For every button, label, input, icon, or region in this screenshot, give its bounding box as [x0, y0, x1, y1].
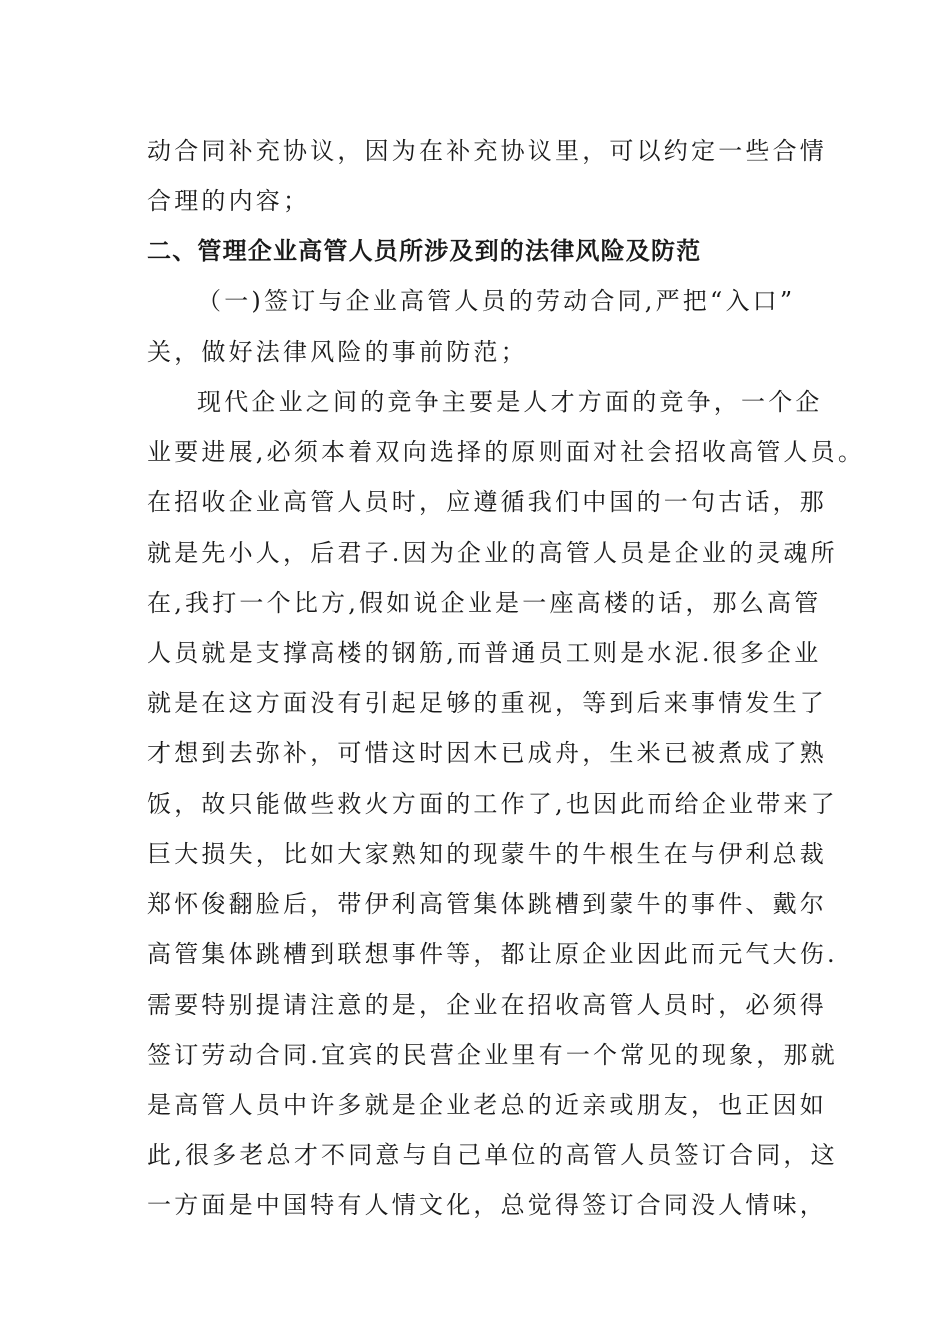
- body-text-line: 高管集体跳槽到联想事件等，都让原企业因此而元气大伤.: [147, 940, 838, 968]
- body-text-line: 此,很多老总才不同意与自己单位的高管人员签订合同，这: [147, 1141, 838, 1169]
- body-text-line: 饭，故只能做些救火方面的工作了,也因此而给企业带来了: [147, 790, 838, 818]
- body-text-line: 是高管人员中许多就是企业老总的近亲或朋友，也正因如: [147, 1091, 827, 1119]
- paragraph-first-line: 现代企业之间的竞争主要是人才方面的竞争，一个企: [197, 388, 823, 416]
- body-text-line: 关，做好法律风险的事前防范；: [147, 338, 528, 366]
- body-text-line: 就是在这方面没有引起足够的重视，等到后来事情发生了: [147, 689, 827, 717]
- body-text-line: 签订劳动合同.宜宾的民营企业里有一个常见的现象，那就: [147, 1041, 838, 1069]
- subsection-heading: （一)签订与企业高管人员的劳动合同,严把“入口”: [197, 287, 796, 315]
- section-heading: 二、管理企业高管人员所涉及到的法律风险及防范: [147, 237, 702, 265]
- body-text-line: 郑怀俊翻脸后，带伊利高管集体跳槽到蒙牛的事件、戴尔: [147, 890, 827, 918]
- body-text-line: 业要进展,必须本着双向选择的原则面对社会招收高管人员。: [147, 438, 866, 466]
- body-text-line: 才想到去弥补，可惜这时因木已成舟，生米已被煮成了熟: [147, 739, 827, 767]
- body-text-line: 人员就是支撑高楼的钢筋,而普通员工则是水泥.很多企业: [147, 639, 822, 667]
- body-text-line: 需要特别提请注意的是，企业在招收高管人员时，必须得: [147, 991, 827, 1019]
- body-text-line: 就是先小人，后君子.因为企业的高管人员是企业的灵魂所: [147, 539, 838, 567]
- body-text-line: 动合同补充协议，因为在补充协议里，可以约定一些合情: [147, 137, 827, 165]
- body-text-line: 在招收企业高管人员时，应遵循我们中国的一句古话，那: [147, 488, 827, 516]
- body-text-line: 在,我打一个比方,假如说企业是一座高楼的话，那么高管: [147, 589, 822, 617]
- body-text-line: 巨大损失，比如大家熟知的现蒙牛的牛根生在与伊利总裁: [147, 840, 827, 868]
- body-text-line: 合理的内容；: [147, 187, 311, 215]
- body-text-line: 一方面是中国特有人情文化，总觉得签订合同没人情味，: [147, 1191, 827, 1219]
